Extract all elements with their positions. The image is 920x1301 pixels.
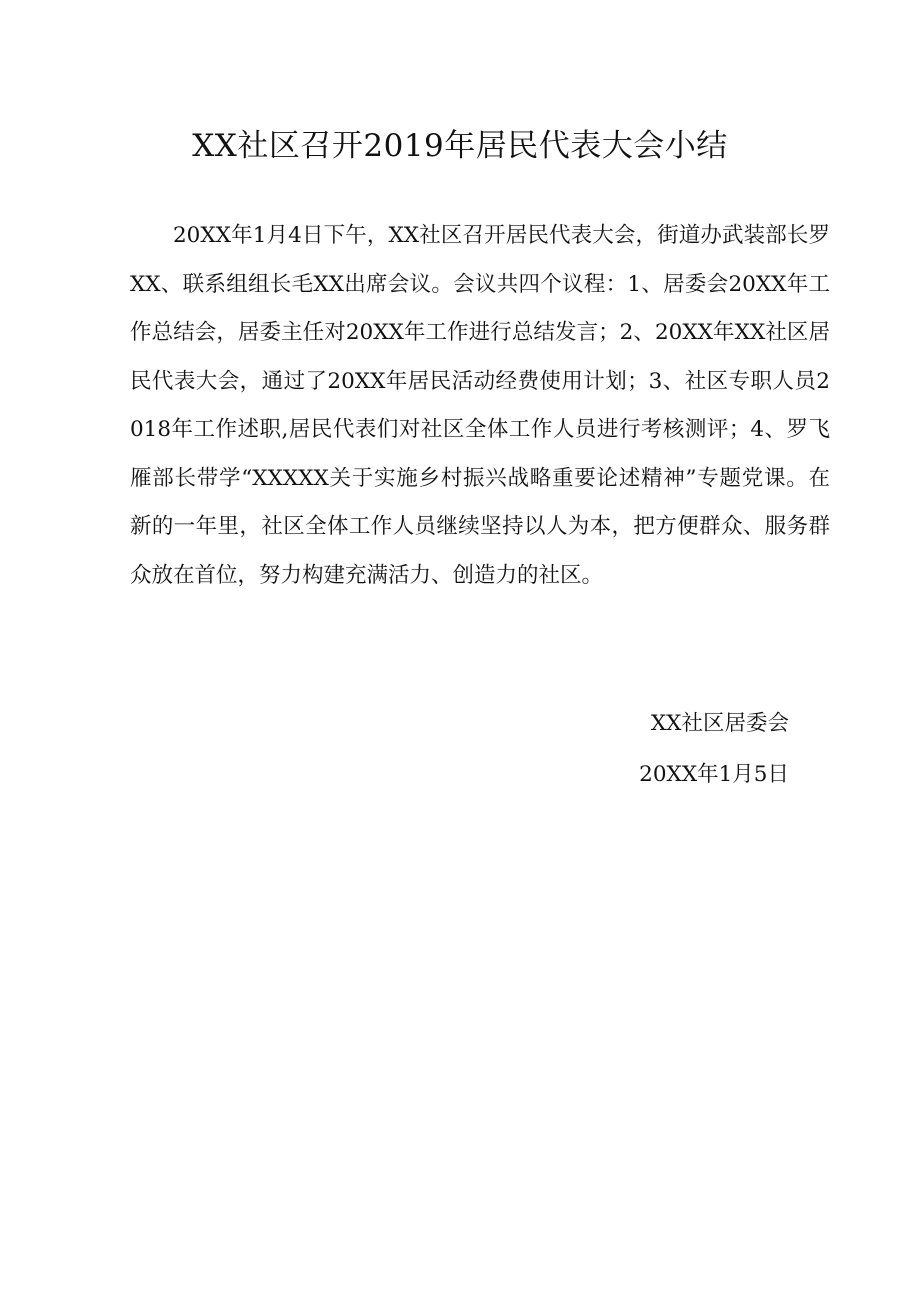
document-title: XX社区召开2019年居民代表大会小结 bbox=[192, 128, 728, 164]
document-body-paragraph: 20XX年1月4日下午，XX社区召开居民代表大会，街道办武装部长罗XX、联系组组长毛XX出席会议。会议共四个议程：1、居委会20XX年工作总结会，居委主任对20XX年工作进行总结发言；2、20XX年XX社区居民代表大会，通过了20XX年居民活动经费使用计划；3、社区专职人员2018年工作述职,居民代表们对社区全体工作人员进行考核测评；4、罗飞雁部长带学“XXXXX关于实施乡村振兴战略重要论述精神”专题党课。在新的一年里，社区全体工作人员继续坚持以人为本，把方便群众、服务群众放在首位，努力构建充满活力、创造力的社区。 bbox=[130, 223, 830, 588]
signature-organization: XX社区居委会 bbox=[650, 711, 789, 736]
signature-date: 20XX年1月5日 bbox=[639, 762, 789, 787]
